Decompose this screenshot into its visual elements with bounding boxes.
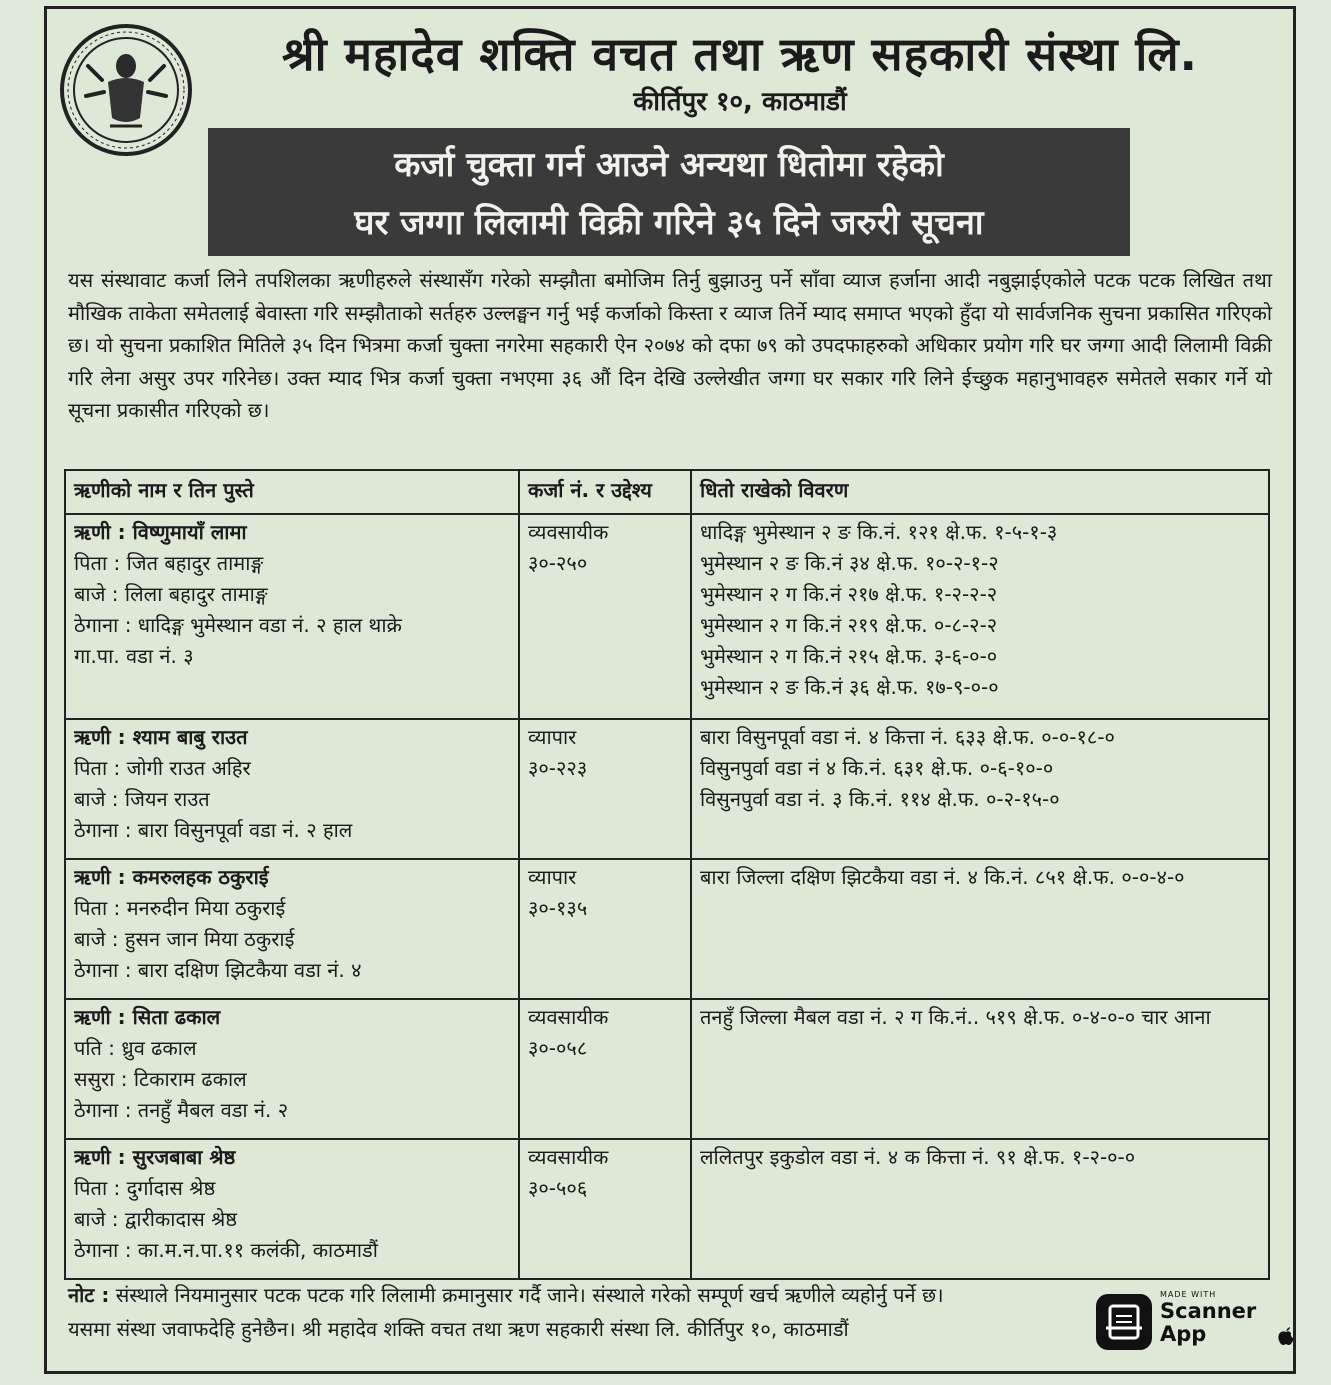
- collateral-item: ललितपुर इकुडोल वडा नं. ४ क कित्ता नं. ९१ क्षे.फ. १-२-०-०: [700, 1145, 1136, 1169]
- note-line-1: [68, 1278, 1268, 1312]
- borrower-table: [64, 469, 1270, 1280]
- loan-purpose: व्यवसायीक: [528, 1005, 609, 1029]
- loan-number: ३०-२२३: [528, 756, 588, 780]
- headline-line-2: घर जग्गा लिलामी विक्री गरिने ३५ दिने जरुरी सूचना: [354, 203, 984, 243]
- borrower-grandfather: बाजे : हुसन जान मिया ठकुराई: [74, 927, 295, 951]
- watermark-name-line-2: App: [1160, 1322, 1207, 1346]
- header-loan: कर्जा नं. र उद्देश्य: [519, 470, 691, 514]
- collateral-item: बारा विसुनपूर्वा वडा नं. ४ कित्ता नं. ६३३ क्षे.फ. ०-०-१८-०: [700, 725, 1115, 749]
- collateral-cell: [691, 514, 1269, 719]
- borrower-address-cont: गा.पा. वडा नं. ३: [74, 644, 194, 668]
- borrower-grandfather: बाजे : लिला बहादुर तामाङ्ग: [74, 582, 268, 606]
- organization-address: कीर्तिपुर १०, काठमाडौं: [633, 87, 847, 117]
- note-label: नोट :: [68, 1283, 110, 1307]
- borrower-name: ऋणी : कमरुलहक ठकुराई: [74, 865, 269, 889]
- notice-headline: [208, 128, 1130, 256]
- borrower-name: ऋणी : श्याम बाबु राउत: [74, 725, 248, 749]
- loan-number: ३०-५०६: [528, 1176, 588, 1200]
- notice-body: यस संस्थावाट कर्जा लिने तपशिलका ऋणीहरुले संस्थासँग गरेको सम्झौता बमोजिम तिर्नु बुझाउनु पर्ने साँवा व्याज हर्जाना आदी नबुझाईएकोले पटक पटक लिखित तथा मौखिक ताकेता समेतलाई बेवास्ता गरि सम्झौताको सर्तहरु उल्लङ्घन गर्नु भई कर्जाको किस्ता र व्याज तिर्ने म्याद समाप्त भएको हुँदा यो सार्वजनिक सुचना प्रकासित गरिएको छ। यो सुचना प्रकाशित मितिले ३५ दिन भित्रमा कर्जा चुक्ता नगरेमा सहकारी ऐन २०७४ को दफा ७९ को उपदफाहरुको अधिकार प्रयोग गरि घर जग्गा आदी लिलामी विक्री गरि लेना असुर उपर गरिनेछ। उक्त म्याद भित्र कर्जा चुक्ता नभएमा ३६ औं दिन देखि उल्लेखीत जग्गा घर सकार गरि लिने ईच्छुक महानुभावहरु समेतले सकार गर्ने यो सूचना प्रकासीत गरिएको छ।: [68, 268, 1272, 422]
- borrower-grandfather: बाजे : द्वारीकादास श्रेष्ठ: [74, 1207, 238, 1231]
- table-row: [65, 719, 1269, 859]
- borrower-cell: [65, 999, 519, 1139]
- table-row: [65, 1139, 1269, 1279]
- collateral-cell: [691, 1139, 1269, 1279]
- borrower-father: पिता : मनरुदीन मिया ठकुराई: [74, 896, 286, 920]
- loan-cell: [519, 719, 691, 859]
- borrower-name: ऋणी : विष्णुमायाँ लामा: [74, 520, 247, 544]
- collateral-cell: [691, 719, 1269, 859]
- header-collateral: धितो राखेको विवरण: [691, 470, 1269, 514]
- note-text-1: संस्थाले नियमानुसार पटक पटक गरि लिलामी क्रमानुसार गर्दै जाने। संस्थाले गरेको सम्पूर्ण खर्च ऋणीले व्यहोर्नु पर्ने छ।: [115, 1283, 944, 1307]
- watermark-app-name: [1160, 1300, 1256, 1346]
- borrower-address: ठेगाना : तनहुँ मैबल वडा नं. २: [74, 1098, 289, 1122]
- borrower-father: पिता : दुर्गादास श्रेष्ठ: [74, 1176, 216, 1200]
- loan-number: ३०-१३५: [528, 896, 588, 920]
- table-row: [65, 859, 1269, 999]
- collateral-item: तनहुँ जिल्ला मैबल वडा नं. २ ग कि.नं.. ५१९ क्षे.फ. ०-४-०-० चार आना: [700, 1005, 1211, 1029]
- table-row: [65, 999, 1269, 1139]
- collateral-item: धादिङ्ग भुमेस्थान २ ङ कि.नं. १२१ क्षे.फ. १-५-१-३: [700, 520, 1058, 544]
- borrower-father: पिता : जोगी राउत अहिर: [74, 756, 251, 780]
- loan-number: ३०-०५८: [528, 1036, 588, 1060]
- deity-seal-icon: [58, 22, 194, 158]
- loan-cell: [519, 999, 691, 1139]
- borrower-grandfather: बाजे : जियन राउत: [74, 787, 210, 811]
- table-header-row: [65, 470, 1269, 514]
- borrower-address: ठेगाना : धादिङ्ग भुमेस्थान वडा नं. २ हाल थाक्रे: [74, 613, 402, 637]
- borrower-cell: [65, 719, 519, 859]
- borrower-father: पिता : जित बहादुर तामाङ्ग: [74, 551, 264, 575]
- collateral-item: भुमेस्थान २ ग कि.नं २१७ क्षे.फ. १-२-२-२: [700, 582, 998, 606]
- loan-purpose: व्यापार: [528, 725, 577, 749]
- borrower-cell: [65, 859, 519, 999]
- collateral-item: भुमेस्थान २ ङ कि.नं ३४ क्षे.फ. १०-२-१-२: [700, 551, 999, 575]
- watermark-name-line-1: Scanner: [1160, 1299, 1257, 1323]
- table-row: [65, 514, 1269, 719]
- borrower-name: ऋणी : सिता ढकाल: [74, 1005, 221, 1029]
- apple-icon: [1276, 1326, 1296, 1346]
- borrower-cell: [65, 514, 519, 719]
- loan-purpose: व्यवसायीक: [528, 1145, 609, 1169]
- header-borrower: ऋणीको नाम र तिन पुस्ते: [65, 470, 519, 514]
- loan-cell: [519, 514, 691, 719]
- borrower-cell: [65, 1139, 519, 1279]
- borrower-father-in-law: ससुरा : टिकाराम ढकाल: [74, 1067, 247, 1091]
- watermark-made-with: MADE WITH: [1160, 1290, 1217, 1299]
- loan-purpose: व्यापार: [528, 865, 577, 889]
- scanner-app-watermark: [1096, 1290, 1257, 1352]
- note-line-2: यसमा संस्था जवाफदेहि हुनेछैन। श्री महादेव शक्ति वचत तथा ऋण सहकारी संस्था लि. कीर्तिपुर १०, काठमाडौं: [68, 1317, 849, 1341]
- headline-line-1: कर्जा चुक्ता गर्न आउने अन्यथा धितोमा रहेको: [394, 145, 944, 185]
- collateral-item: भुमेस्थान २ ङ कि.नं ३६ क्षे.फ. १७-९-०-०: [700, 675, 999, 699]
- loan-number: ३०-२५०: [528, 551, 588, 575]
- loan-purpose: व्यवसायीक: [528, 520, 609, 544]
- collateral-item: भुमेस्थान २ ग कि.नं २१९ क्षे.फ. ०-८-२-२: [700, 613, 998, 637]
- collateral-cell: [691, 999, 1269, 1139]
- borrower-address: ठेगाना : बारा दक्षिण झिटकैया वडा नं. ४: [74, 958, 362, 982]
- borrower-name: ऋणी : सुरजबाबा श्रेष्ठ: [74, 1145, 236, 1169]
- scanner-app-icon: [1096, 1294, 1152, 1350]
- borrower-spouse: पति : ध्रुव ढकाल: [74, 1036, 197, 1060]
- organization-name: श्री महादेव शक्ति वचत तथा ऋण सहकारी संस्था लि.: [282, 27, 1198, 81]
- collateral-item: भुमेस्थान २ ग कि.नं २१५ क्षे.फ. ३-६-०-०: [700, 644, 998, 668]
- collateral-item: बारा जिल्ला दक्षिण झिटकैया वडा नं. ४ कि.नं. ८५१ क्षे.फ. ०-०-४-०: [700, 865, 1185, 889]
- collateral-cell: [691, 859, 1269, 999]
- loan-cell: [519, 859, 691, 999]
- footer-note: [68, 1278, 1268, 1346]
- collateral-item: विसुनपुर्वा वडा नं. ३ कि.नं. ११४ क्षे.फ. ०-२-१५-०: [700, 787, 1060, 811]
- borrower-address: ठेगाना : बारा विसुनपूर्वा वडा नं. २ हाल: [74, 818, 353, 842]
- collateral-item: विसुनपुर्वा वडा नं ४ कि.नं. ६३१ क्षे.फ. ०-६-१०-०: [700, 756, 1054, 780]
- loan-cell: [519, 1139, 691, 1279]
- borrower-address: ठेगाना : का.म.न.पा.११ कलंकी, काठमाडौं: [74, 1238, 378, 1262]
